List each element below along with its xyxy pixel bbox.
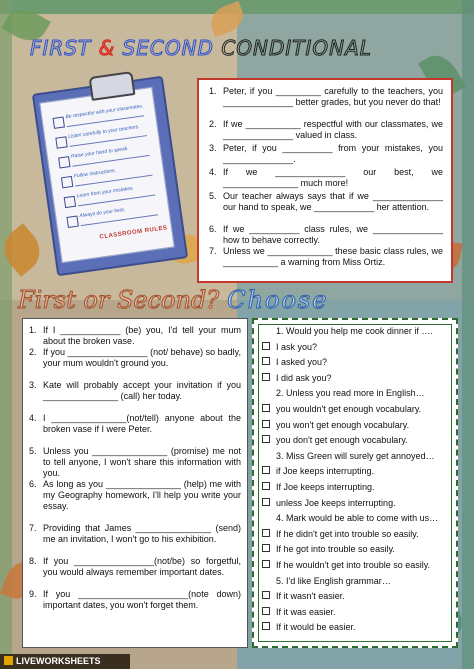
checkbox-icon[interactable] — [262, 482, 270, 490]
option-text: unless Joe keeps interrupting. — [276, 497, 396, 508]
exercise-list-left — [29, 325, 241, 643]
option-text: you don't get enough vocabulary. — [276, 435, 408, 446]
subtitle-choose: Choose — [227, 286, 329, 314]
checkbox-icon[interactable] — [262, 404, 270, 412]
choice-option[interactable] — [262, 420, 452, 431]
option-text: If he got into trouble so easily. — [276, 544, 395, 555]
checkbox-icon[interactable] — [262, 342, 270, 350]
item-text[interactable]: If you ________________(not/be) so forgetful, you would always remember important dates. — [43, 556, 241, 577]
option-text: If he wouldn't get into trouble so easily. — [276, 560, 431, 570]
option-text: If it was easier. — [276, 606, 336, 617]
exercise-box-top — [197, 78, 453, 283]
liveworksheets-logo-icon — [4, 656, 13, 665]
clipboard-label: CLASSROOM RULES — [99, 225, 168, 241]
item-text[interactable]: If you ______________________(note down) important dates, you won't forget them. — [43, 589, 241, 610]
option-text: you wouldn't get enough vocabulary. — [276, 404, 422, 414]
item-number: 4. — [29, 413, 37, 423]
item-number: 6. — [209, 224, 217, 234]
choice-question — [276, 451, 466, 462]
option-text: If Joe keeps interrupting. — [276, 482, 375, 492]
clipboard-rule-text: Follow instructions. — [73, 167, 117, 180]
item-number: 8. — [29, 556, 37, 566]
checkbox-icon[interactable] — [262, 373, 270, 381]
item-text[interactable]: If we ______________ our best, we _______________ much more! — [223, 167, 443, 188]
item-text[interactable]: If I ____________ (be) you, I'd tell your mum about the broken vase. — [43, 325, 241, 346]
checkbox-icon[interactable] — [262, 357, 270, 365]
checkbox-icon[interactable] — [262, 591, 270, 599]
checkbox-icon — [66, 216, 78, 228]
choice-option[interactable] — [262, 498, 452, 509]
title-first: FIRST — [30, 36, 99, 60]
choice-option[interactable] — [262, 482, 452, 493]
item-number: 1. — [209, 86, 217, 96]
item-number: 2. — [209, 119, 217, 129]
question-text: 1. Would you help me cook dinner if …. — [276, 326, 433, 336]
item-number: 5. — [209, 191, 217, 201]
item-text[interactable]: Peter, if you _________ carefully to the teachers, you ______________ better grades, but you never do that! — [223, 86, 443, 107]
choice-option[interactable] — [262, 544, 452, 555]
title-conditional: CONDITIONAL — [221, 36, 372, 60]
page-title — [30, 36, 460, 66]
clipboard-rule-text: Learn from your mistakes. — [76, 185, 135, 200]
question-text: 5. I'd like English grammar… — [276, 575, 391, 586]
item-text[interactable]: I _______________(not/tell) anyone about the broken vase if I were Peter. — [43, 413, 241, 434]
checkbox-icon[interactable] — [262, 529, 270, 537]
checkbox-icon[interactable] — [262, 622, 270, 630]
item-text[interactable]: Our teacher always says that if we ______________ our hand to speak, we ____________ her attention. — [223, 191, 443, 212]
checkbox-icon[interactable] — [262, 435, 270, 443]
option-text: I ask you? — [276, 341, 318, 352]
checkbox-icon[interactable] — [262, 560, 270, 568]
checkbox-icon — [64, 196, 76, 208]
option-text: if Joe keeps interrupting. — [276, 466, 375, 477]
choice-option[interactable] — [262, 622, 452, 633]
item-number: 1. — [29, 325, 37, 335]
footer-brand-text: LIVEWORKSHEETS — [16, 656, 101, 666]
choice-option[interactable] — [262, 357, 452, 368]
item-text[interactable]: Unless we _____________ these basic class rules, we ___________ a warning from Miss Ortiz. — [223, 246, 443, 267]
item-text[interactable]: If we ___________ respectful with our classmates, we ______________ valued in class. — [223, 119, 443, 140]
exercise-box-choose — [252, 318, 458, 648]
choice-question — [276, 326, 466, 337]
choice-option[interactable] — [262, 466, 452, 477]
item-text[interactable]: Peter, if you __________ from your mistakes, you ______________. — [223, 143, 443, 164]
clipboard-paper — [39, 87, 174, 263]
clipboard-rule-text: Be respectful with your classmates. — [65, 103, 144, 121]
choice-question — [276, 388, 466, 399]
title-second: SECOND — [115, 36, 222, 60]
item-number: 9. — [29, 589, 37, 599]
item-number: 4. — [209, 167, 217, 177]
item-text[interactable]: If you ________________ (not/ behave) so badly, your mum wouldn't ground you. — [43, 347, 241, 368]
option-text: you won't get enough vocabulary. — [276, 419, 410, 430]
choice-question — [276, 513, 466, 524]
choice-option[interactable] — [262, 435, 452, 446]
exercise-list-top — [209, 86, 443, 276]
section-subtitle — [18, 286, 468, 322]
checkbox-icon — [58, 156, 70, 168]
choice-option[interactable] — [262, 342, 452, 353]
item-text[interactable]: Kate will probably accept your invitation if you _______________ (call) her today. — [43, 380, 241, 401]
item-text[interactable]: Unless you _______________ (promise) me not to tell anyone, I won't share this information with you. — [43, 446, 241, 478]
checkbox-icon — [55, 136, 67, 148]
option-text: If he didn't get into trouble so easily. — [276, 528, 419, 539]
subtitle-first-or-second: First or Second? — [18, 286, 220, 314]
choice-option[interactable] — [262, 560, 452, 571]
item-number: 5. — [29, 446, 37, 456]
item-number: 3. — [209, 143, 217, 153]
clipboard-rule-text: Listen carefully to your teachers. — [67, 124, 141, 140]
clipboard-rule-text: Raise your hand to speak. — [70, 145, 130, 160]
item-text[interactable]: Providing that James _______________ (send) me an invitation, I won't go to his exhibition. — [43, 523, 241, 544]
choice-option[interactable] — [262, 591, 452, 602]
option-text: If it wasn't easier. — [276, 591, 345, 602]
clipboard-rule-text: Always do your best. — [79, 206, 126, 220]
exercise-box-left — [22, 318, 248, 648]
checkbox-icon[interactable] — [262, 607, 270, 615]
checkbox-icon[interactable] — [262, 498, 270, 506]
choice-option[interactable] — [262, 607, 452, 618]
item-text[interactable]: If we __________ class rules, we ______________ how to behave correctly. — [223, 224, 443, 245]
option-text: If it would be easier. — [276, 622, 356, 633]
question-text: 4. Mark would be able to come with us… — [276, 513, 439, 524]
choice-option[interactable] — [262, 373, 452, 384]
checkbox-icon[interactable] — [262, 466, 270, 474]
option-text: I did ask you? — [276, 372, 332, 383]
choice-option[interactable] — [262, 404, 452, 415]
checkbox-icon — [53, 116, 65, 128]
choice-question — [276, 576, 466, 587]
item-number: 6. — [29, 479, 37, 489]
checkbox-icon[interactable] — [262, 544, 270, 552]
item-number: 7. — [29, 523, 37, 533]
choice-option[interactable] — [262, 529, 452, 540]
exercise-list-choose — [254, 326, 456, 644]
clipboard-illustration — [28, 70, 188, 275]
footer-brand — [0, 654, 130, 669]
item-number: 2. — [29, 347, 37, 357]
item-text[interactable]: As long as you _______________ (help) me with my Geography homework, I'll help you write your essay. — [43, 479, 241, 511]
question-text: 2. Unless you read more in English… — [276, 388, 425, 399]
item-number: 3. — [29, 380, 37, 390]
checkbox-icon[interactable] — [262, 420, 270, 428]
option-text: I asked you? — [276, 357, 328, 368]
question-text: 3. Miss Green will surely get annoyed… — [276, 450, 435, 461]
checkbox-icon — [61, 176, 73, 188]
item-number: 7. — [209, 246, 217, 256]
title-ampersand: & — [98, 36, 116, 60]
